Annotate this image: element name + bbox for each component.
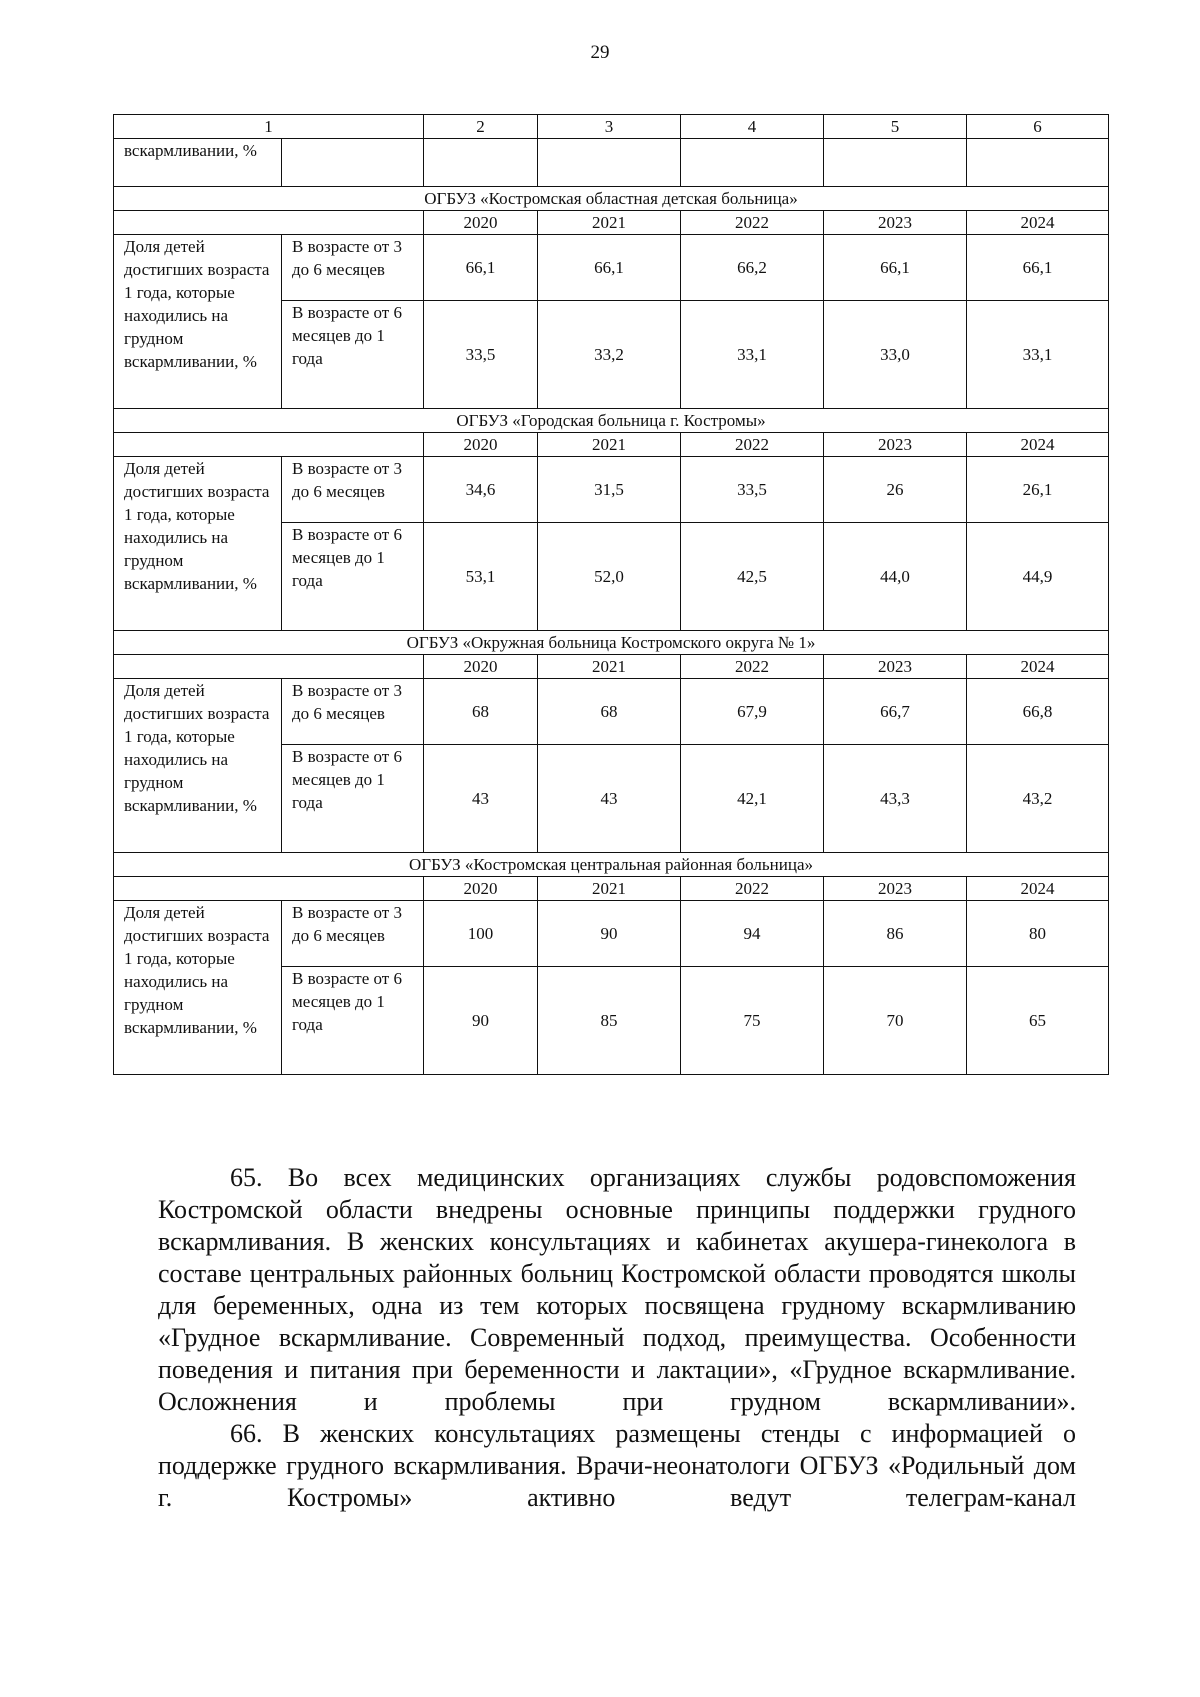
section-name: ОГБУЗ «Костромская центральная районная больница» [114,853,1109,877]
row-label: Доля детей достигших возраста 1 года, которые находились на грудном вскармливании, % [114,679,282,853]
value-cell: 52,0 [538,523,681,631]
year-cell: 2020 [424,877,538,901]
value-cell: 86 [824,901,967,967]
value-cell: 66,7 [824,679,967,745]
empty-cell [114,433,424,457]
year-cell: 2021 [538,877,681,901]
value-cell: 26 [824,457,967,523]
page-number: 29 [590,42,610,63]
year-cell: 2024 [967,211,1109,235]
col-header-1: 1 [114,115,424,139]
empty-cell [967,139,1109,187]
age-label-3-6-months: В возрасте от 3 до 6 месяцев [282,235,424,301]
age-label-6-months-1-year: В возрасте от 6 месяцев до 1 года [282,745,424,853]
value-cell: 33,5 [424,301,538,409]
value-cell: 53,1 [424,523,538,631]
year-cell: 2022 [681,433,824,457]
age-label-3-6-months: В возрасте от 3 до 6 месяцев [282,457,424,523]
value-cell: 66,1 [538,235,681,301]
section-header-row [114,631,1109,655]
year-cell: 2024 [967,655,1109,679]
year-cell: 2024 [967,433,1109,457]
row-label: Доля детей достигших возраста 1 года, которые находились на грудном вскармливании, % [114,901,282,1075]
value-cell: 43 [424,745,538,853]
value-cell: 43 [538,745,681,853]
column-number-row [114,115,1109,139]
year-cell: 2020 [424,655,538,679]
value-cell: 66,8 [967,679,1109,745]
value-cell: 66,1 [824,235,967,301]
year-cell: 2022 [681,211,824,235]
table-row [114,235,1109,301]
year-cell: 2022 [681,877,824,901]
paragraph-65: 65. Во всех медицинских организациях службы родовспоможения Костромской области внедрены основные принципы поддержки грудного вскармливания. В женских консультациях и кабинетах акушера-гинеколога в составе центральных районных больниц Костромской области проводятся школы для беременных, одна из тем которых посвящена грудному вскармливанию «Грудное вскармливание. Современный подход, преимущества. Особенности поведения и питания при беременности и лактации», «Грудное вскармливание. Осложнения и проблемы при грудном вскармливании». [158,1163,1076,1416]
year-cell: 2021 [538,433,681,457]
year-cell: 2024 [967,877,1109,901]
col-header-2: 2 [424,115,538,139]
section-name: ОГБУЗ «Городская больница г. Костромы» [114,409,1109,433]
value-cell: 67,9 [681,679,824,745]
value-cell: 94 [681,901,824,967]
years-row [114,877,1109,901]
years-row [114,433,1109,457]
empty-cell [538,139,681,187]
year-cell: 2023 [824,655,967,679]
value-cell: 33,1 [967,301,1109,409]
value-cell: 80 [967,901,1109,967]
year-cell: 2021 [538,211,681,235]
value-cell: 100 [424,901,538,967]
years-row [114,655,1109,679]
value-cell: 33,5 [681,457,824,523]
empty-cell [114,211,424,235]
value-cell: 66,1 [967,235,1109,301]
col-header-3: 3 [538,115,681,139]
value-cell: 34,6 [424,457,538,523]
years-row [114,211,1109,235]
section-header-row [114,409,1109,433]
section-header-row [114,853,1109,877]
section-name: ОГБУЗ «Костромская областная детская больница» [114,187,1109,211]
empty-cell [824,139,967,187]
age-label-3-6-months: В возрасте от 3 до 6 месяцев [282,901,424,967]
breastfeeding-table [113,114,1109,1075]
value-cell: 66,1 [424,235,538,301]
value-cell: 42,5 [681,523,824,631]
age-label-6-months-1-year: В возрасте от 6 месяцев до 1 года [282,967,424,1075]
empty-cell [282,139,424,187]
value-cell: 68 [424,679,538,745]
value-cell: 65 [967,967,1109,1075]
col-header-4: 4 [681,115,824,139]
empty-cell [114,655,424,679]
table-row [114,679,1109,745]
year-cell: 2021 [538,655,681,679]
age-label-6-months-1-year: В возрасте от 6 месяцев до 1 года [282,523,424,631]
value-cell: 31,5 [538,457,681,523]
year-cell: 2020 [424,433,538,457]
row-label: Доля детей достигших возраста 1 года, которые находились на грудном вскармливании, % [114,235,282,409]
value-cell: 66,2 [681,235,824,301]
section-name: ОГБУЗ «Окружная больница Костромского округа № 1» [114,631,1109,655]
empty-cell [114,877,424,901]
empty-cell [681,139,824,187]
value-cell: 33,1 [681,301,824,409]
value-cell: 43,3 [824,745,967,853]
carryover-row [114,139,1109,187]
value-cell: 70 [824,967,967,1075]
value-cell: 44,9 [967,523,1109,631]
value-cell: 43,2 [967,745,1109,853]
col-header-5: 5 [824,115,967,139]
value-cell: 33,2 [538,301,681,409]
table-row [114,457,1109,523]
section-header-row [114,187,1109,211]
table-row [114,901,1109,967]
empty-cell [424,139,538,187]
value-cell: 85 [538,967,681,1075]
paragraph-66: 66. В женских консультациях размещены стенды с информацией о поддержке грудного вскармливания. Врачи-неонатологи ОГБУЗ «Родильный дом г. Костромы» активно ведут телеграм-канал [158,1419,1076,1512]
carryover-label: вскармливании, % [114,139,282,187]
value-cell: 75 [681,967,824,1075]
age-label-6-months-1-year: В возрасте от 6 месяцев до 1 года [282,301,424,409]
body-text [158,1162,1076,1514]
value-cell: 26,1 [967,457,1109,523]
value-cell: 42,1 [681,745,824,853]
year-cell: 2023 [824,211,967,235]
value-cell: 33,0 [824,301,967,409]
value-cell: 90 [424,967,538,1075]
year-cell: 2020 [424,211,538,235]
col-header-6: 6 [967,115,1109,139]
age-label-3-6-months: В возрасте от 3 до 6 месяцев [282,679,424,745]
year-cell: 2023 [824,433,967,457]
value-cell: 68 [538,679,681,745]
year-cell: 2023 [824,877,967,901]
year-cell: 2022 [681,655,824,679]
value-cell: 90 [538,901,681,967]
row-label: Доля детей достигших возраста 1 года, которые находились на грудном вскармливании, % [114,457,282,631]
value-cell: 44,0 [824,523,967,631]
